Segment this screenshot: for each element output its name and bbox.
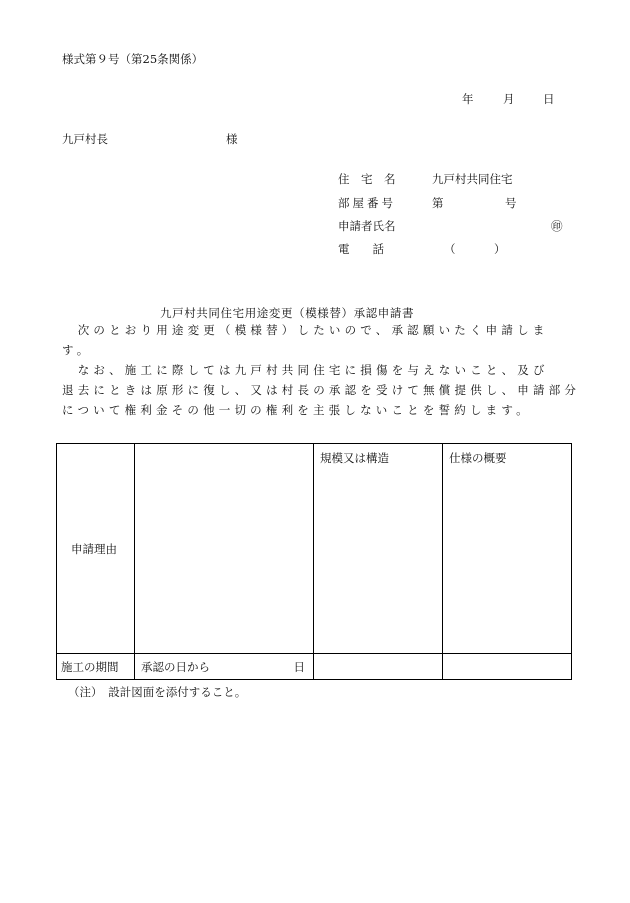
period-label-cell [57, 654, 135, 680]
period-value [135, 659, 313, 675]
scale-structure-header: 規模又は構造 [320, 451, 389, 465]
pledge-paragraph [62, 360, 581, 420]
phone-close-paren: ） [494, 242, 506, 256]
request-paragraph [62, 320, 572, 360]
date-year-label: 年 [462, 92, 474, 106]
paragraph-line: す。 [62, 343, 93, 357]
scale-structure-cell[interactable] [314, 444, 443, 654]
note-text: （注） 設計図面を添付すること。 [68, 685, 247, 699]
period-value-cell[interactable] [135, 654, 314, 680]
phone-label: 電 話 [338, 242, 384, 256]
housing-name-value: 九戸村共同住宅 [432, 172, 513, 186]
seal-mark: ㊞ [551, 219, 563, 233]
applicant-name-label: 申請者氏名 [338, 219, 396, 233]
period-spec-cell[interactable] [443, 654, 572, 680]
spec-summary-cell[interactable] [443, 444, 572, 654]
housing-name-label: 住 宅 名 [338, 172, 396, 186]
phone-open-paren: （ [444, 242, 456, 256]
reason-label: 申請理由 [71, 541, 117, 556]
paragraph-line: 次のとおり用途変更（模様替）したいので、承認願いたく申請しま [62, 323, 549, 337]
period-day-text: 日 [293, 659, 305, 674]
period-label: 施工の期間 [61, 659, 119, 674]
reason-input-cell[interactable] [135, 444, 314, 654]
room-number-prefix: 第 [432, 196, 444, 210]
period-scale-cell[interactable] [314, 654, 443, 680]
room-number-label: 部屋番号 [338, 196, 396, 210]
date-month-label: 月 [503, 92, 515, 106]
period-from-text: 承認の日から [141, 659, 210, 674]
room-number-suffix: 号 [505, 196, 517, 210]
paragraph-line: なお、施工に際しては九戸村共同住宅に損傷を与えないこと、及び [62, 363, 549, 377]
form-number: 様式第９号（第25条関係） [62, 52, 204, 66]
application-table [56, 443, 572, 680]
document-title: 九戸村共同住宅用途変更（模様替）承認申請書 [160, 306, 415, 320]
spec-summary-header: 仕様の概要 [449, 451, 507, 465]
addressee-honorific: 様 [226, 132, 238, 146]
addressee-name: 九戸村長 [62, 132, 108, 146]
paragraph-line: について権利金その他一切の権利を主張しないことを誓約します。 [62, 403, 532, 417]
date-day-label: 日 [543, 92, 555, 106]
reason-label-cell [57, 444, 135, 654]
paragraph-line: 退去にときは原形に復し、又は村長の承認を受けて無償提供し、申請部分 [62, 383, 581, 397]
